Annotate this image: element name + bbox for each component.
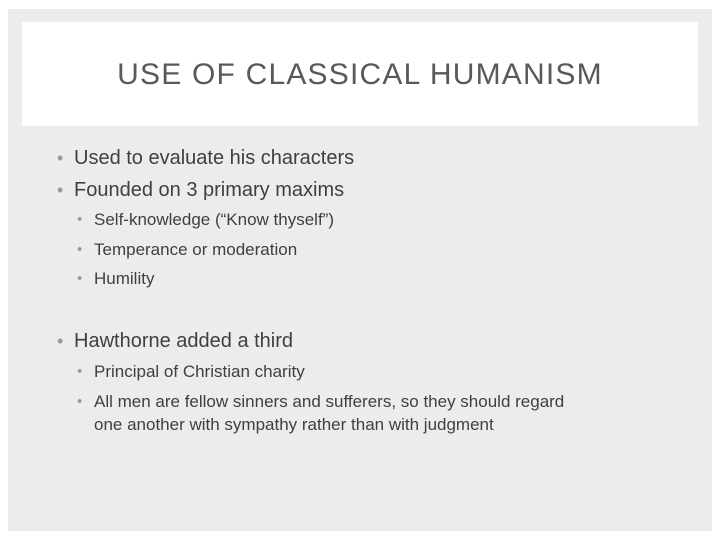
- bullet-text: Hawthorne added a third: [74, 330, 294, 352]
- bullet-text: Temperance or moderation: [94, 240, 298, 259]
- bullet-text: Principal of Christian charity: [94, 362, 305, 381]
- bullet-icon: •: [77, 393, 83, 410]
- bullet-text: Founded on 3 primary maxims: [74, 179, 345, 201]
- bullet-text-continuation: one another with sympathy rather than with judgment: [94, 415, 494, 434]
- bullet-text: Humility: [94, 269, 155, 288]
- bullet-icon: •: [57, 331, 64, 351]
- bullet-icon: •: [77, 211, 83, 228]
- bullet-icon: •: [77, 363, 83, 380]
- bullet-icon: •: [57, 180, 64, 200]
- slide-title: USE OF CLASSICAL HUMANISM: [117, 58, 603, 91]
- bullet-icon: •: [77, 241, 83, 258]
- bullet-text: All men are fellow sinners and sufferers, so they should regard: [94, 392, 565, 411]
- bullet-text: Self-knowledge (“Know thyself”): [94, 210, 334, 229]
- bullet-icon: •: [77, 270, 83, 287]
- bullet-icon: •: [57, 148, 64, 168]
- bullet-text: Used to evaluate his characters: [74, 147, 355, 169]
